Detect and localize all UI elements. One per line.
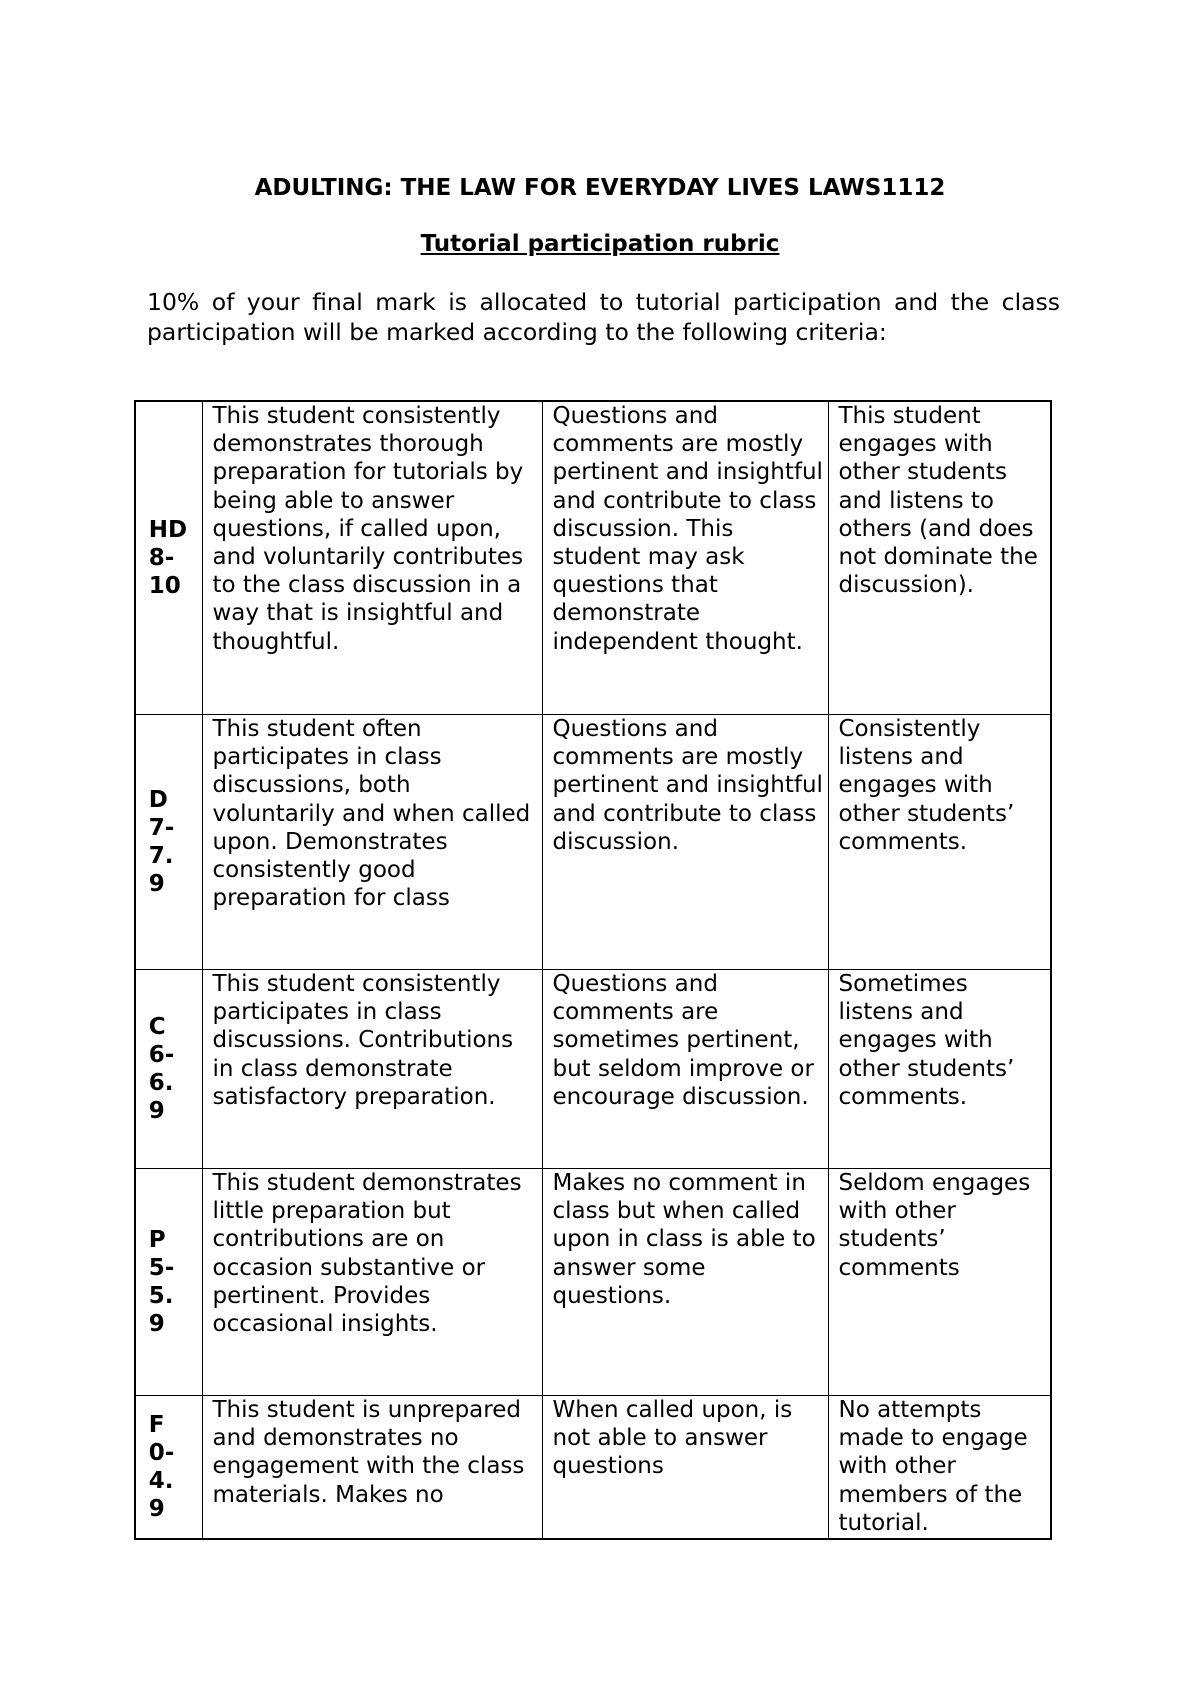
- engagement-cell: This student engages with other students and listens to others (and does not dominate the discussion).: [828, 401, 1051, 715]
- grade-label: P 5- 5. 9: [148, 1226, 175, 1338]
- engagement-cell: Sometimes listens and engages with other students’ comments.: [828, 970, 1051, 1169]
- grade-cell: [135, 715, 202, 970]
- grade-cell: [135, 970, 202, 1169]
- rubric-row-d: [135, 715, 1051, 970]
- grade-label: D 7- 7. 9: [148, 786, 175, 898]
- grade-label: C 6- 6. 9: [148, 1013, 175, 1125]
- engagement-cell: No attempts made to engage with other members of the tutorial.: [828, 1396, 1051, 1540]
- questions-cell: Questions and comments are mostly pertinent and insightful and contribute to class discussion. This student may ask questions that demonstrate independent thought.: [542, 401, 828, 715]
- questions-cell: Questions and comments are sometimes pertinent, but seldom improve or encourage discussion.: [542, 970, 828, 1169]
- preparation-cell: This student is unprepared and demonstrates no engagement with the class materials. Makes no: [202, 1396, 542, 1540]
- document-title: ADULTING: THE LAW FOR EVERYDAY LIVES LAWS1112: [254, 175, 946, 201]
- questions-cell: Questions and comments are mostly pertinent and insightful and contribute to class discussion.: [542, 715, 828, 970]
- grade-cell: [135, 401, 202, 715]
- rubric-table: [134, 400, 1052, 1540]
- rubric-row-f: [135, 1396, 1051, 1540]
- intro-paragraph: 10% of your final mark is allocated to tutorial participation and the class participation will be marked according to the following criteria:: [147, 288, 1060, 346]
- rubric-row-c: [135, 970, 1051, 1169]
- rubric-row-hd: [135, 401, 1051, 715]
- engagement-cell: Seldom engages with other students’ comments: [828, 1169, 1051, 1396]
- questions-cell: Makes no comment in class but when called upon in class is able to answer some questions.: [542, 1169, 828, 1396]
- rubric-row-p: [135, 1169, 1051, 1396]
- engagement-cell: Consistently listens and engages with other students’ comments.: [828, 715, 1051, 970]
- grade-label: HD 8- 10: [148, 516, 188, 600]
- preparation-cell: This student consistently participates in class discussions. Contributions in class demonstrate satisfactory preparation.: [202, 970, 542, 1169]
- questions-cell: When called upon, is not able to answer questions: [542, 1396, 828, 1540]
- grade-cell: [135, 1169, 202, 1396]
- preparation-cell: This student consistently demonstrates thorough preparation for tutorials by being able to answer questions, if called upon, and voluntarily contributes to the class discussion in a way that is insightful and thoughtful.: [202, 401, 542, 715]
- preparation-cell: This student often participates in class discussions, both voluntarily and when called upon. Demonstrates consistently good preparation for class: [202, 715, 542, 970]
- grade-label: F 0- 4. 9: [148, 1411, 175, 1523]
- preparation-cell: This student demonstrates little preparation but contributions are on occasion substantive or pertinent. Provides occasional insights.: [202, 1169, 542, 1396]
- grade-cell: [135, 1396, 202, 1540]
- document-subtitle: Tutorial participation rubric: [420, 231, 780, 257]
